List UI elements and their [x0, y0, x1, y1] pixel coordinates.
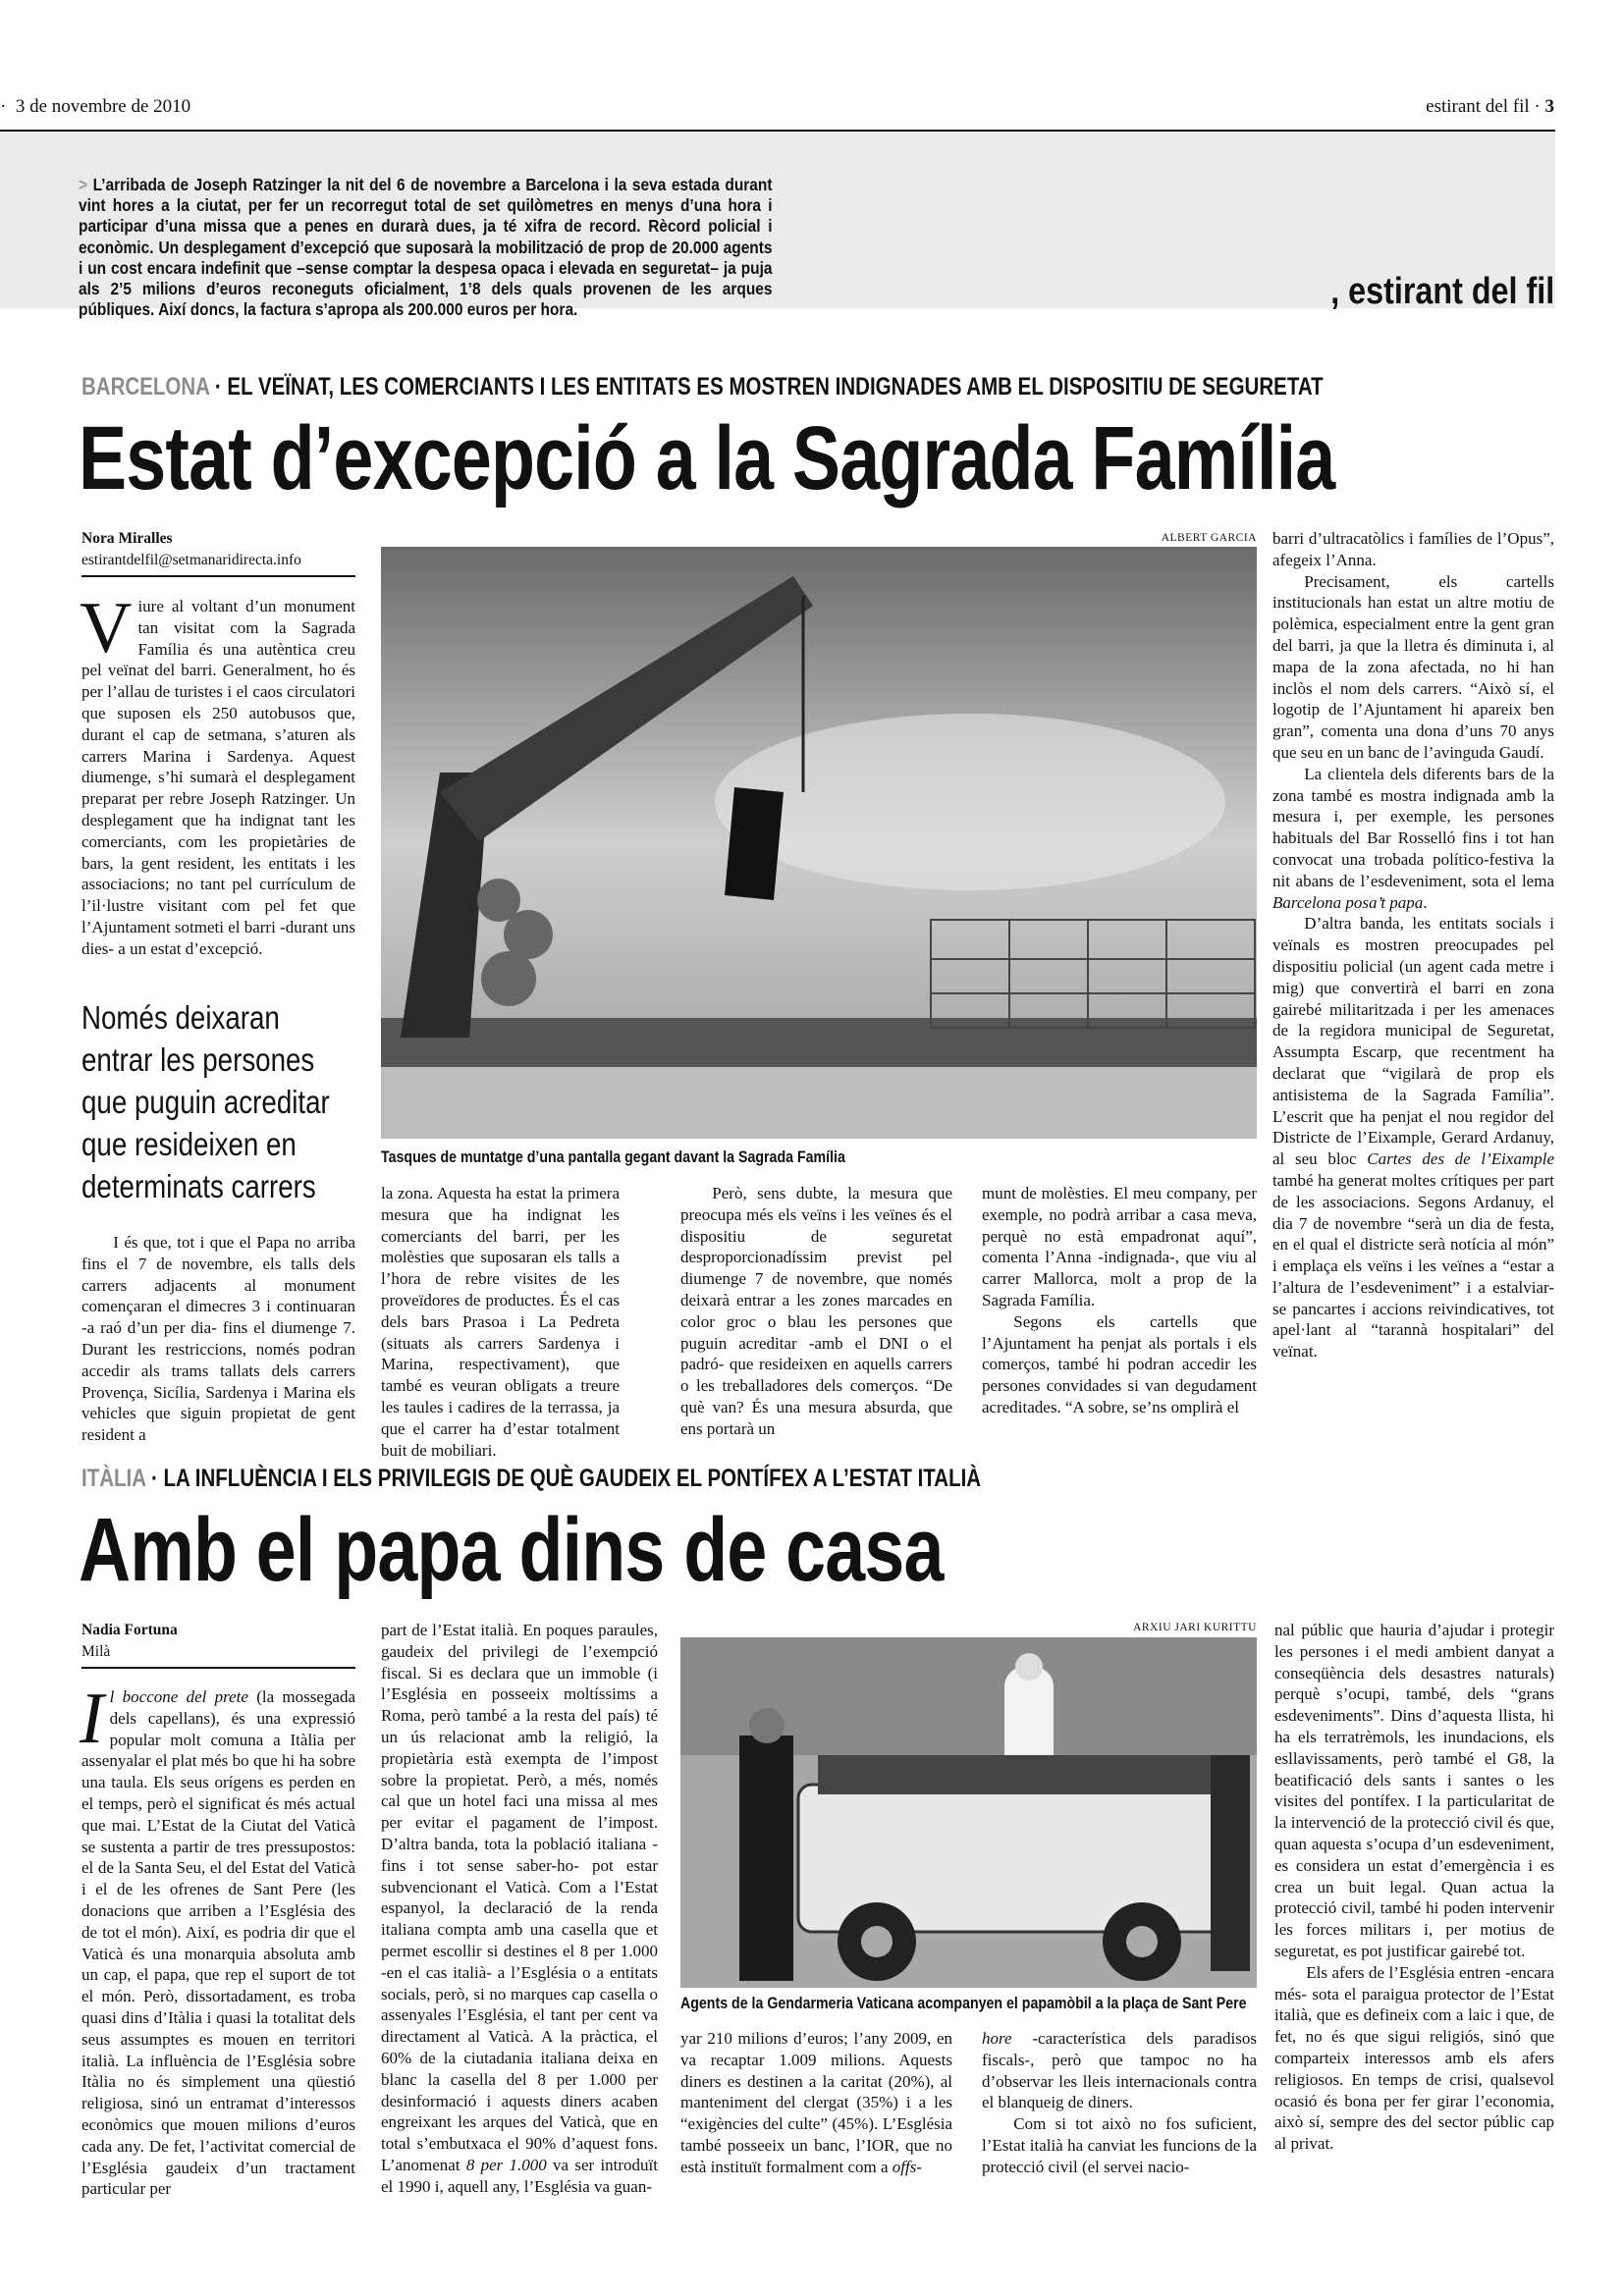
- drop-cap: V: [80, 588, 133, 668]
- article1-col5: [1272, 528, 1554, 1433]
- article2-col5: [1274, 1620, 1554, 2197]
- article2-headline: Amb el papa dins de casa: [79, 1500, 944, 1600]
- text: també ha generat moltes crítiques per part de les associacions. Segons Ardanuy, el dia 7 de novembre “serà un dia de festa, en el qual el districte serà notícia al món” i emplaça els veïns i les veïnes a “estar a l’altura de l’esdeveniment” i a estalviar-se pancartes i accions reivindicatives, tot apel·lant al “tarannà hospitalari” del veïnat.: [1272, 1170, 1554, 1362]
- date: 3 de novembre de 2010: [15, 96, 191, 117]
- section-name: estirant del fil: [1426, 96, 1530, 117]
- article1-photo: [381, 547, 1257, 1139]
- italic-phrase: 8 per 1.000: [465, 2155, 547, 2174]
- article1-col1-bottom: [81, 1232, 355, 1445]
- section-tag: , estirant del fil: [1330, 271, 1554, 312]
- page-number: 3: [1544, 96, 1554, 117]
- text: yar 210 milions d’euros; l’any 2009, en va recaptar 1.009 milions. Aquests diners es destinen a la caritat (20%), al manteniment del clergat (35%) i a les “exigències del culte” (45%). L’Església també posseeix un banc, l’IOR, que no està instituït formalment com a: [680, 2029, 952, 2176]
- article1-kicker: [81, 373, 1324, 401]
- article1-photo-caption: Tasques de muntatge d’una pantalla gegant davant la Sagrada Família: [381, 1148, 845, 1166]
- article2-kicker: [81, 1465, 981, 1493]
- location: Milà: [81, 1643, 111, 1660]
- paragraph: iure al voltant d’un monument tan visitat com la Sagrada Família és una autèntica creu pel veïnat del barri. Generalment, ho és per l’allau de turistes i el caos circulatori que suposen els 250 autobusos que, durant el cap de setmana, s’aturen als carrers Marina i Sardenya. Aquest diumenge, s’hi sumarà el desplegament preparat per rebre Joseph Ratzinger. Un desplegament que ha indignat tant les comerciants, com les propietàries de bars, la gent resident, les entitats i les associacions; no tant pel currículum de l’il·lustre visitant com pel fet que l’Ajuntament sotmeti el barri -durant uns dies- a un estat d’excepció.: [81, 597, 356, 958]
- article1-col4: [982, 1183, 1257, 1433]
- article1-col3: [680, 1183, 952, 1438]
- running-header-section: [1426, 96, 1554, 118]
- paragraph: [1272, 913, 1554, 1362]
- article2-photo: [680, 1637, 1257, 1988]
- italic-phrase: offs-: [892, 2157, 922, 2176]
- kicker-text: · LA INFLUÈNCIA I ELS PRIVILEGIS DE QUÈ GAUDEIX EL PONTÍFEX A L’ESTAT ITALIÀ: [145, 1465, 982, 1492]
- paragraph: I és que, tot i que el Papa no arriba fins el 7 de novembre, els talls dels carrers adjacents al monument començaran el dimecres 3 i continuaran -a raó d’un per dia- fins el diumenge 7. Durant les restriccions, només podran accedir als trams tallats dels carrers Provença, Sicília, Sardenya i Marina els vehicles que siguin propietat de gent resident a: [81, 1233, 355, 1445]
- text: .: [1423, 892, 1428, 912]
- article2-col3: [680, 2028, 952, 2197]
- paragraph: Precisament, els cartells institucionals han estat un altre motiu de polèmica, especialment entre la gent gran del barri, ja que la lletra és diminuta i, al mapa de la zona afectada, no hi han inclòs el nom dels carrers. “Això sí, el logotip de l’Ajuntament hi apareix ben gran”, comenta una dona d’uns 70 anys que seu en un banc de l’avinguda Gaudí.: [1272, 571, 1554, 762]
- slogan: Barcelona posa’t papa: [1272, 892, 1424, 912]
- kicker-text: · EL VEÏNAT, LES COMERCIANTS I LES ENTITATS ES MOSTREN INDIGNADES AMB EL DISPOSITIU DE SEGURETAT: [209, 373, 1324, 400]
- article2-col2: [381, 1620, 658, 2197]
- kicker-place: ITÀLIA: [81, 1465, 146, 1492]
- text: -característica dels paradisos fiscals-, però que tampoc no ha d’observar les lleis internacionals contra el blanqueig de diners.: [982, 2029, 1257, 2112]
- paragraph: barri d’ultracatòlics i famílies de l’Opus”, afegeix l’Anna.: [1272, 529, 1554, 569]
- italic-phrase: l boccone del prete: [109, 1687, 248, 1706]
- byline-rule: [81, 1667, 355, 1669]
- author: Nora Miralles: [81, 530, 173, 547]
- text: part de l’Estat italià. En poques paraules, gaudeix del privilegi de l’exempció fiscal. Si es declara que un immoble (i l’Església en posseeix moltíssims a Roma, però també a la resta del país) té un ús relacionat amb la religió, la propietària està exempta de l’impost sobre la propietat. Però, a més, només cal que un hotel faci una missa al mes per evitar el pagament de l’impost. D’altra banda, tota la població italiana -fins i tot sense saber-ho- pot estar subvencionant el Vaticà. Com a l’Estat espanyol, la declaració de la renda italiana compta amb una casella que et permet escollir si destines el 8 per 1.000 -en el cas italià- a l’Església o a entitats socials, però, si no marques cap casella o assenyales l’Església, el tant per cent va directament al Vaticà. A la pràctica, el 60% de la ciutadania italiana deixa en blanc la casella del 8 per 1.000 per desinformació i aquests diners acaben engreixant les arques del Vaticà, que en total s’embutxaca el 90% d’aquest fons. L’anomenat: [381, 1621, 658, 2174]
- article1-col2: [381, 1183, 620, 1460]
- author-email[interactable]: estirantdelfil@setmanaridirecta.info: [81, 552, 301, 568]
- article2-photo-caption: Agents de la Gendarmeria Vaticana acompanyen el papamòbil a la plaça de Sant Pere: [680, 1995, 1247, 2012]
- article2-col1: [80, 1679, 355, 2199]
- paragraph: la zona. Aquesta ha estat la primera mesura que ha indignat les comerciants del barri, per les molèsties que suposaran els talls a l’hora de rebre visites de les proveïdores de productes. És el cas dels bars Prasoa i La Pedreta (situats als carrers Sardenya i Marina, respectivament), que també es veuran obligats a treure les taules i cadires de la terrassa, ja que el carrer ha d’estar totalment buit de mobiliari.: [381, 1184, 620, 1460]
- article1-photo-credit: ALBERT GARCIA: [1161, 532, 1257, 544]
- drop-cap: I: [80, 1679, 104, 1759]
- article2-col4: [982, 2028, 1257, 2197]
- bullet: ·: [0, 96, 7, 117]
- article1-byline: [81, 528, 355, 577]
- paragraph: nal públic que hauria d’ajudar i protegir les persones i el medi ambient danyat a conseqüència dels desastres naturals) perquè s’ocupi, també, dels “grans esdeveniments”. Dins d’aquesta llista, hi ha els terratrèmols, les inundacions, els esllavissaments, però també el G8, la beatificació dels sants i santes o les visites del pontífex. I la particularitat de la intervenció de la protecció civil és que, quan aquesta s’ocupa d’un esdeveniment, es considera un estat d’emergència i es crea un buit legal. Quan actua la protecció civil, també hi poden intervenir les forces militars i, per motius de seguretat, es pot justificar gairebé tot.: [1274, 1621, 1554, 1960]
- article2-photo-credit: ARXIU JARI KURITTU: [1133, 1622, 1257, 1633]
- article2-byline: [81, 1620, 355, 1669]
- article1-col1-top: [80, 588, 356, 979]
- author: Nadia Fortuna: [81, 1622, 178, 1638]
- text: La clientela dels diferents bars de la zona també es mostra indignada amb la mesura i, per exemple, les persones habituals del Bar Rosselló fins i tot han convocat una trobada político-festiva la nit abans de l’esdeveniment, sota el lema: [1272, 764, 1554, 890]
- paragraph: Els afers de l’Església entren -encara més- sota el paraigua protector de l’Estat italià, que es defineix com a laic i que, de fet, no és que sigui religiós, sinó que comparteix interessos amb els afers religiosos. En temps de crisi, qualsevol ocasió és bona per fer girar l’economia, això sí, sempre des del sector públic cap al privat.: [1274, 1962, 1554, 2154]
- bullet: ·: [1534, 96, 1541, 117]
- paragraph: [1272, 764, 1554, 914]
- popemobile-photo-image: [680, 1637, 1257, 1988]
- paragraph: Segons els cartells que l’Ajuntament ha penjat als portals i els comerços, també hi podran accedir les persones convidades si van degudament acreditades. “A sobre, se’ns omplirà el: [982, 1311, 1257, 1416]
- arrow-icon: >: [79, 175, 88, 194]
- blog-title: Cartes des de l’Eixample: [1367, 1149, 1554, 1169]
- text: (la mossegada dels capellans), és una expressió popular molt comuna a Itàlia per assenyalar el plat més bo que hi ha sobre una taula. Els seus orígens es perden en el temps, però el significat és més actual que mai. L’Estat de la Ciutat del Vaticà se sustenta a partir de tres pressupostos: el de la Santa Seu, el del Estat del Vaticà i el de les ofrenes de Sant Pere (les donacions que arriben a l’Església des de tot el món). Així, es podria dir que el Vaticà és una monarquia absoluta amb un cap, el papa, que rep el suport de tot el món. Però, dissortadament, es troba quasi dins d’Itàlia i quasi la totalitat dels seus assumptes es mouen en territori italià. La influència de l’Església sobre Itàlia no és simplement una qüestió religiosa, sinó un entramat d’interessos econòmics que mouen milions d’euros cada any. De fet, l’activitat comercial de l’Església gaudeix d’un tractament particular per: [81, 1687, 355, 2199]
- paragraph: munt de molèsties. El meu company, per exemple, no podrà arribar a casa meva, perquè no està empadronat aquí”, comenta l’Anna -indignada-, que viu al carrer Mallorca, molt a prop de la Sagrada Família.: [982, 1184, 1257, 1309]
- intro-body: L’arribada de Joseph Ratzinger la nit del 6 de novembre a Barcelona i la seva estada durant vint hores a la ciutat, per fer un recorregut total de set quilòmetres en menys d’una hora i participar d’una missa que a penes en durarà dues, ja té xifra de record. Rècord policial i econòmic. Un desplegament d’excepció que suposarà la mobilització de prop de 20.000 agents i un cost encara indefinit que –sense comptar la despesa opaca i elevada en seguretat– ja puja als 2’5 milions d’euros reconeguts oficialment, 1’8 dels quals provenen de les arques públiques. Així doncs, la factura s’apropa als 200.000 euros per hora.: [79, 175, 773, 320]
- paragraph: Com si tot això no fos suficient, l’Estat italià ha canviat les funcions de la protecció civil (el servei nacio-: [982, 2114, 1257, 2176]
- text: D’altra banda, les entitats socials i veïnals es mostren preocupades pel dispositiu policial (un agent cada metre i mig) que convertirà el barri en zona gairebé militaritzada i per les amenaces de la regidora municipal de Seguretat, Assumpta Escarp, que recentment ha declarat que “vigilarà de prop els antisistema de la Sagrada Família”. L’escrit que ha penjat el nou regidor del Districte de l’Eixample, Gerard Ardanuy, al seu bloc: [1272, 914, 1554, 1169]
- italic-phrase: hore: [982, 2029, 1012, 2048]
- text: va ser introduït el 1990 i, aquell any, l’Església va guan-: [381, 2155, 658, 2196]
- crane-photo-image: [381, 547, 1257, 1139]
- byline-rule: [81, 575, 355, 577]
- pull-quote: Només deixaran entrar les persones que puguin acreditar que resideixen en determinats carrers: [81, 999, 330, 1204]
- running-header-date: [0, 96, 190, 118]
- kicker-place: BARCELONA: [81, 373, 210, 400]
- article1-headline: Estat d’excepció a la Sagrada Família: [79, 408, 1335, 508]
- paragraph: Però, sens dubte, la mesura que preocupa més els veïns i les veïnes és el dispositiu de seguretat desproporcionadíssim previst pel diumenge 7 de novembre, que només deixarà entrar a les zones marcades en color groc o blau les persones que puguin acreditar -amb el DNI o el padró- que resideixen en aquells carrers o les treballadores dels comerços. “De què van? És una mesura absurda, que ens portarà un: [680, 1184, 952, 1438]
- intro-text: [79, 175, 773, 320]
